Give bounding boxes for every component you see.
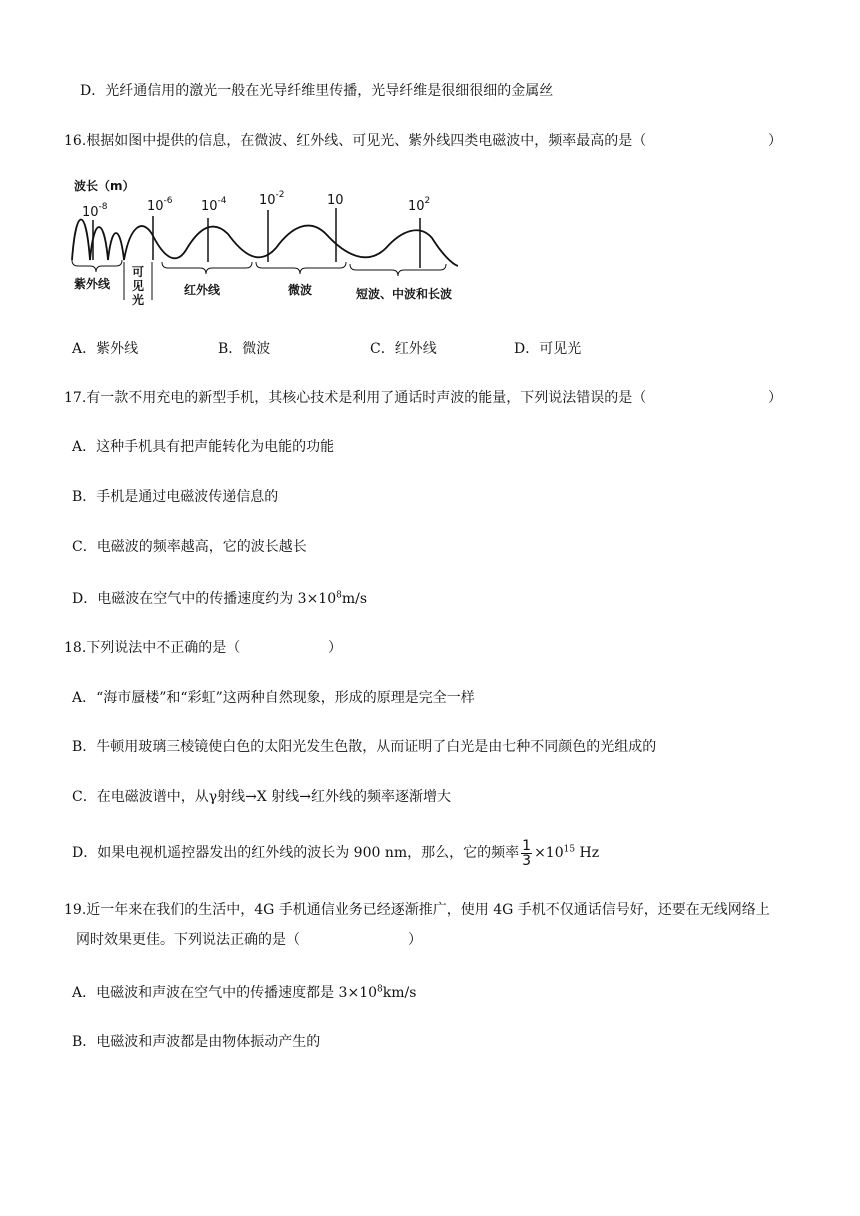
q17-option-a[interactable]: A．这种手机具有把声能转化为电能的功能 — [72, 439, 335, 455]
q18-option-d-times: ×10 — [534, 845, 564, 861]
q18-option-d-exponent: 15 — [563, 844, 576, 855]
q17-option-d-text: D．电磁波在空气中的传播速度约为 3×10 — [72, 591, 337, 607]
svg-text:102: $10^2$ — [408, 196, 431, 214]
band-visible-char: 光 — [132, 293, 145, 307]
tick-label-6 — [408, 196, 430, 214]
q19-option-b[interactable]: B．电磁波和声波都是由物体振动产生的 — [72, 1034, 321, 1050]
brace-ultraviolet — [72, 260, 122, 272]
q18-option-d-fraction: $\frac{1}{3}$ — [522, 837, 532, 869]
band-visible — [132, 264, 144, 307]
q18-option-d-text: D．如果电视机遥控器发出的红外线的波长为 900 nm，那么，它的频率 — [72, 845, 520, 861]
q19-close-paren: ） — [408, 932, 422, 948]
band-radio: 短波、中波和长波 — [356, 287, 453, 301]
q17-stem: 17.有一款不用充电的新型手机，其核心技术是利用了通话时声波的能量，下列说法错误的是（ — [64, 390, 647, 406]
band-ultraviolet: 紫外线 — [74, 277, 111, 291]
q18-stem: 18.下列说法中不正确的是（ — [64, 640, 241, 656]
svg-text:10: 10 — [327, 193, 344, 208]
q18-option-c[interactable]: C．在电磁波谱中，从γ射线→X 射线→红外线的频率逐渐增大 — [72, 789, 451, 805]
brace-infrared — [162, 262, 252, 274]
svg-text:10-6: $10^{-6}$ — [147, 196, 173, 214]
band-microwave: 微波 — [288, 283, 313, 297]
tick-label-2 — [147, 196, 173, 214]
q18-option-d-unit: Hz — [575, 845, 600, 861]
q16-stem: 16.根据如图中提供的信息，在微波、红外线、可见光、紫外线四类电磁波中，频率最高的是（ — [64, 133, 647, 149]
svg-text:10-4: $10^{-4}$ — [201, 196, 227, 214]
q17-option-d-unit: m/s — [341, 591, 368, 607]
q17-option-b[interactable]: B．手机是通过电磁波传递信息的 — [72, 489, 279, 505]
q19-option-a-text: A．电磁波和声波在空气中的传播速度都是 3×10 — [72, 985, 378, 1001]
q16-option-a[interactable]: A．紫外线 — [72, 341, 139, 357]
wave-curve — [72, 220, 458, 267]
q19-option-a-unit: km/s — [382, 985, 417, 1001]
q17-option-d[interactable] — [72, 589, 367, 609]
wavelength-title: 波长（m） — [74, 179, 135, 193]
q17-option-d-exponent: 8 — [336, 590, 342, 601]
brace-radio — [350, 264, 446, 276]
svg-text:10-8: $10^{-8}$ — [82, 202, 108, 220]
tick-label-4 — [259, 190, 285, 208]
band-visible-char: 可 — [132, 265, 145, 279]
q17-close-paren: ） — [768, 390, 782, 406]
band-infrared: 红外线 — [184, 283, 221, 297]
q17-option-c[interactable]: C．电磁波的频率越高，它的波长越长 — [72, 539, 307, 555]
svg-text:10-2: $10^{-2}$ — [259, 190, 285, 208]
q18-option-d[interactable] — [72, 836, 599, 870]
band-visible-char: 见 — [132, 279, 145, 293]
em-spectrum-figure — [68, 176, 458, 310]
q18-close-paren: ） — [328, 640, 342, 656]
tick-label-3 — [201, 196, 227, 214]
q19-option-a[interactable] — [72, 983, 416, 1003]
q19-stem-line2: 网时效果更佳。下列说法正确的是（ — [76, 932, 300, 948]
brace-microwave — [256, 262, 346, 274]
q16-option-b[interactable]: B．微波 — [218, 341, 271, 357]
q19-stem-line1: 19.近一年来在我们的生活中，4G 手机通信业务已经逐渐推广，使用 4G 手机不仅通话信号好，还要在无线网络上 — [64, 902, 770, 918]
q18-option-b[interactable]: B．牛顿用玻璃三棱镜使白色的太阳光发生色散，从而证明了白光是由七种不同颜色的光组成的 — [72, 739, 657, 755]
q15-option-d: D．光纤通信用的激光一般在光导纤维里传播，光导纤维是很细很细的金属丝 — [80, 83, 554, 99]
q16-close-paren: ） — [768, 133, 782, 149]
q19-option-a-exponent: 8 — [377, 984, 383, 995]
tick-label-1 — [82, 202, 108, 220]
q16-option-c[interactable]: C．红外线 — [370, 341, 437, 357]
q18-option-a[interactable]: A．“海市蜃楼”和“彩虹”这两种自然现象，形成的原理是完全一样 — [72, 690, 475, 706]
tick-label-5 — [327, 193, 344, 208]
q16-option-d[interactable]: D．可见光 — [514, 341, 582, 357]
